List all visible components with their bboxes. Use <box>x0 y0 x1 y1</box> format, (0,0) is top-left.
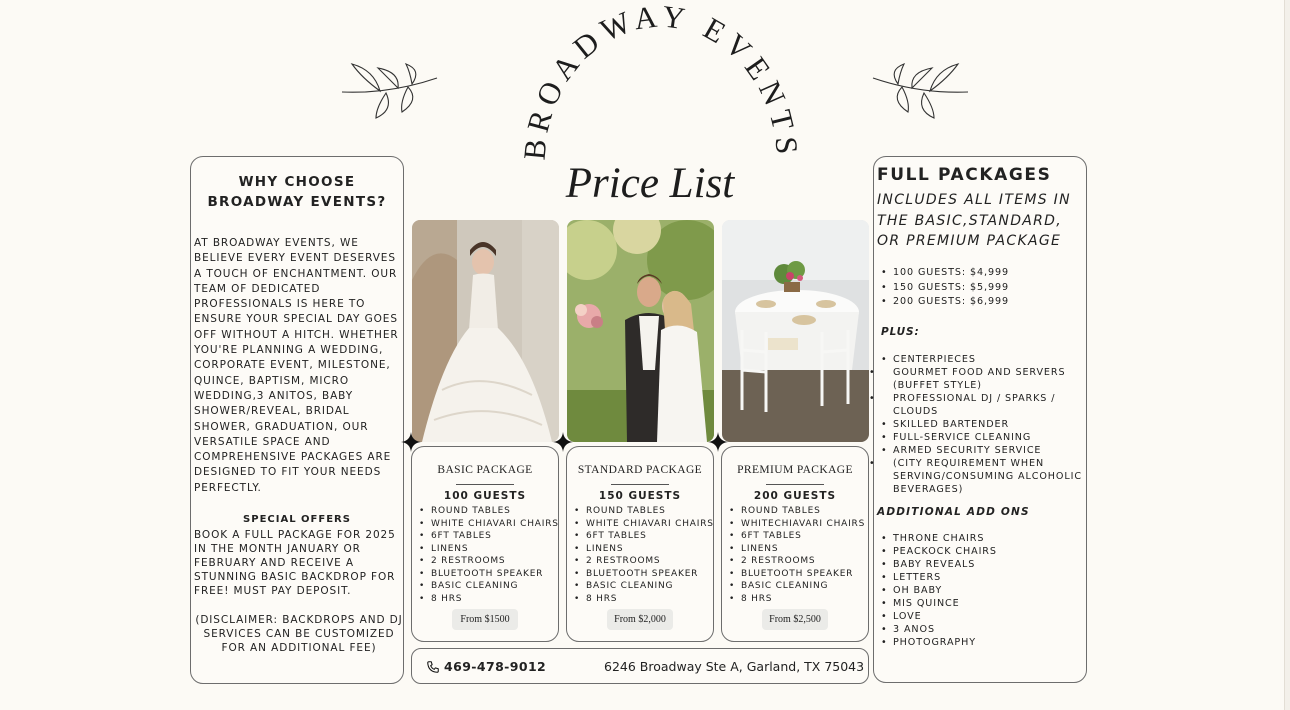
list-item: • 6FT TABLES <box>574 530 714 543</box>
list-item: • FULL-SERVICE CLEANING <box>881 431 1085 444</box>
divider <box>611 484 669 485</box>
full-packages-title: FULL PACKAGES <box>877 165 1052 185</box>
page-edge <box>1284 0 1290 710</box>
special-offers-body: BOOK A FULL PACKAGE FOR 2025 IN THE MONTH JANUARY OR FEBRUARY AND RECEIVE A STUNNING BASIC BACKDROP FOR FREE! MUST PAY DEPOSIT. <box>194 529 396 598</box>
quinceanera-gown-photo <box>412 220 559 442</box>
full-packages-subtitle: INCLUDES ALL ITEMS IN THE BASIC,STANDARD, OR PREMIUM PACKAGE <box>877 192 1071 249</box>
phone-number[interactable]: 469-478-9012 <box>444 659 547 674</box>
list-item: • GOURMET FOOD AND SERVERS (BUFFET STYLE) <box>881 366 1085 392</box>
list-item: • CENTERPIECES <box>881 353 1085 366</box>
list-item: • BASIC CLEANING <box>574 580 714 593</box>
plus-title: PLUS: <box>881 326 920 338</box>
wedding-couple-photo <box>567 220 714 442</box>
list-item: • LETTERS <box>881 571 997 584</box>
list-item: • 2 RESTROOMS <box>574 555 714 568</box>
phone-icon <box>426 660 440 674</box>
list-item: • ROUND TABLES <box>574 505 714 518</box>
full-packages-card <box>873 156 1087 683</box>
arc-title: BROADWAY EVENTS <box>516 0 806 162</box>
list-item: • WHITECHIAVARI CHAIRS <box>729 518 869 531</box>
list-item: • BLUETOOTH SPEAKER <box>729 568 869 581</box>
list-item: • BASIC CLEANING <box>419 580 559 593</box>
list-item: • PHOTOGRAPHY <box>881 636 997 649</box>
full-prices-list <box>881 266 1009 310</box>
why-body: AT BROADWAY EVENTS, WE BELIEVE EVERY EVENT DESERVES A TOUCH OF ENCHANTMENT. OUR TEAM OF DEDICATED PROFESSIONALS IS HERE TO ENSURE YOUR SPECIAL DAY GOES OFF WITHOUT A HITCH. WHETHER YOU'RE PLANNING A WEDDING, CORPORATE EVENT, MILESTONE, QUINCE, BAPTISM, MICRO WEDDING,3 ANITOS, BABY SHOWER/REVEAL, BRIDAL SHOWER, GRADUATION, OUR VERSATILE SPACE AND COMPREHENSIVE PACKAGES ARE DESIGNED TO FIT YOUR NEEDS PERFECTLY. <box>194 237 399 494</box>
list-item: • 200 GUESTS: $6,999 <box>881 295 1009 310</box>
list-item: • SKILLED BARTENDER <box>881 418 1085 431</box>
list-item: • (CITY REQUIREMENT WHEN SERVING/CONSUMING ALCOHOLIC BEVERAGES) <box>881 457 1085 496</box>
price-badge: From $2,000 <box>607 609 673 630</box>
package-guests: 200 GUESTS <box>753 490 837 502</box>
list-item: • 100 GUESTS: $4,999 <box>881 266 1009 281</box>
list-item: • 2 RESTROOMS <box>419 555 559 568</box>
disclaimer: (DISCLAIMER: BACKDROPS AND DJ SERVICES CAN BE CUSTOMIZED FOR AN ADDITIONAL FEE) <box>195 614 403 655</box>
list-item: • MIS QUINCE <box>881 597 997 610</box>
list-item: • 8 HRS <box>574 593 714 606</box>
package-items <box>419 505 559 605</box>
basic-package-card <box>411 446 559 642</box>
list-item: • WHITE CHIAVARI CHAIRS <box>574 518 714 531</box>
list-item: • LINENS <box>574 543 714 556</box>
package-title: BASIC PACKAGE <box>437 464 533 476</box>
package-guests: 100 GUESTS <box>443 490 527 502</box>
list-item: • ROUND TABLES <box>419 505 559 518</box>
banquet-table-photo <box>722 220 869 442</box>
list-item: • BASIC CLEANING <box>729 580 869 593</box>
premium-package-card <box>721 446 869 642</box>
why-choose-card <box>190 156 404 684</box>
list-item: • LINENS <box>729 543 869 556</box>
list-item: • PROFESSIONAL DJ / SPARKS / CLOUDS <box>881 392 1085 418</box>
divider <box>766 484 824 485</box>
package-title: STANDARD PACKAGE <box>577 464 703 476</box>
addons-title: ADDITIONAL ADD ONS <box>877 506 1030 518</box>
why-title: WHY CHOOSE BROADWAY EVENTS? <box>207 174 387 210</box>
list-item: • BLUETOOTH SPEAKER <box>419 568 559 581</box>
list-item: • ROUND TABLES <box>729 505 869 518</box>
list-item: • 8 HRS <box>419 593 559 606</box>
list-item: • PEACKOCK CHAIRS <box>881 545 997 558</box>
package-title: PREMIUM PACKAGE <box>737 464 853 476</box>
address: 6246 Broadway Ste A, Garland, TX 75043 <box>604 659 865 674</box>
standard-package-card <box>566 446 714 642</box>
list-item: • BABY REVEALS <box>881 558 997 571</box>
package-items <box>574 505 714 605</box>
script-title: Price List <box>565 160 735 207</box>
package-items <box>729 505 869 605</box>
list-item: • WHITE CHIAVARI CHAIRS <box>419 518 559 531</box>
list-item: • THRONE CHAIRS <box>881 532 997 545</box>
divider <box>456 484 514 485</box>
list-item: • 8 HRS <box>729 593 869 606</box>
list-item: • 150 GUESTS: $5,999 <box>881 281 1009 296</box>
leaf-branch-right-icon <box>870 58 970 124</box>
list-item: • OH BABY <box>881 584 997 597</box>
package-guests: 150 GUESTS <box>598 490 682 502</box>
list-item: • BLUETOOTH SPEAKER <box>574 568 714 581</box>
list-item: • 6FT TABLES <box>419 530 559 543</box>
list-item: • LINENS <box>419 543 559 556</box>
list-item: • 6FT TABLES <box>729 530 869 543</box>
list-item: • 3 ANOS <box>881 623 997 636</box>
list-item: • ARMED SECURITY SERVICE <box>881 444 1085 457</box>
price-badge: From $2,500 <box>762 609 828 630</box>
addons-list <box>881 532 997 649</box>
list-item: • 2 RESTROOMS <box>729 555 869 568</box>
price-badge: From $1500 <box>452 609 518 630</box>
list-item: • LOVE <box>881 610 997 623</box>
special-offers-title: SPECIAL OFFERS <box>243 514 351 525</box>
plus-list <box>881 353 1085 496</box>
leaf-branch-left-icon <box>340 58 440 124</box>
contact-bar <box>411 648 869 684</box>
